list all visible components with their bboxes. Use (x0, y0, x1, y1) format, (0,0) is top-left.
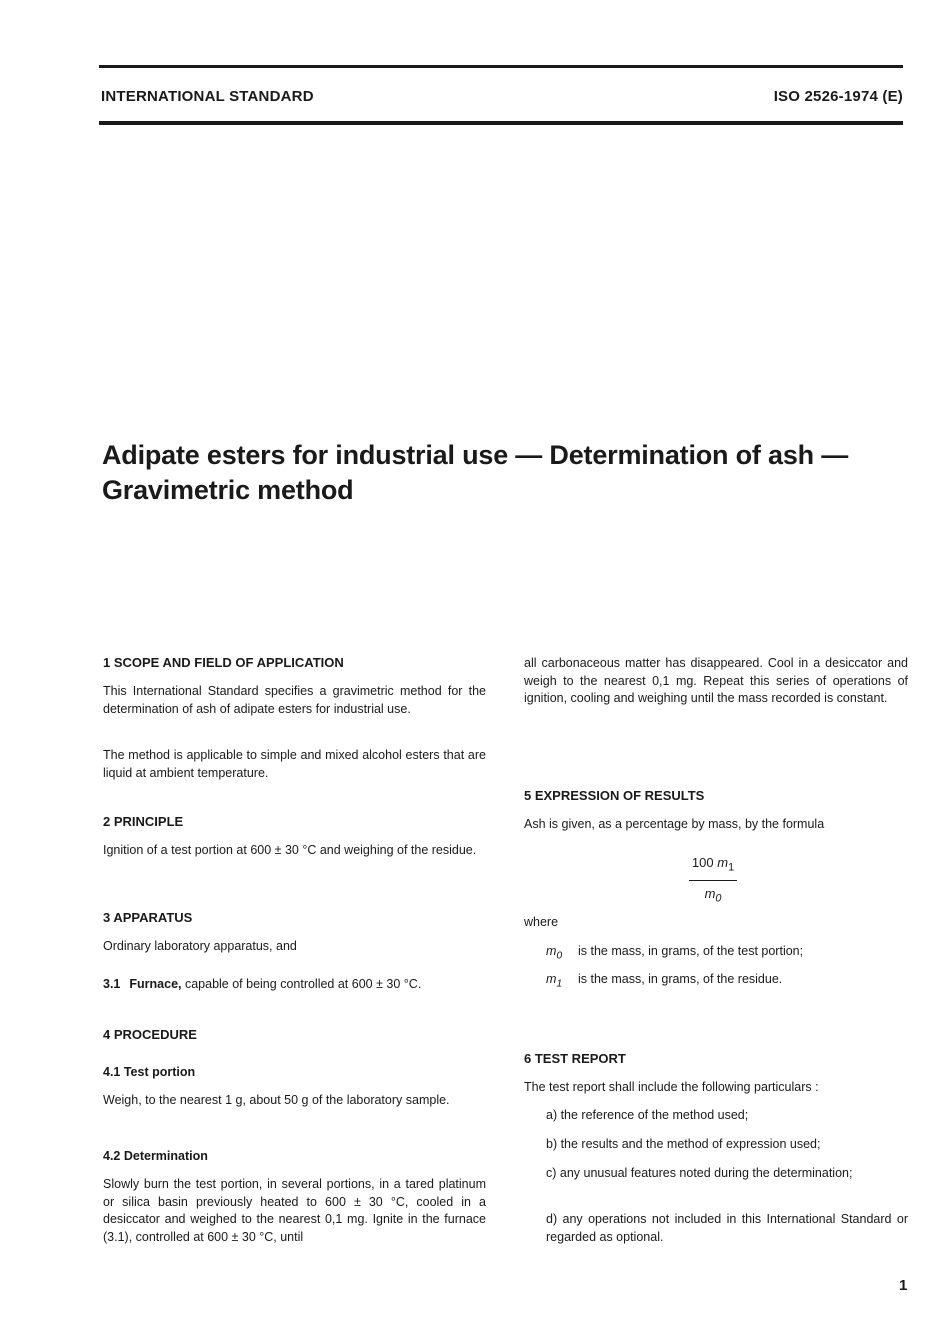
clause-4-2-heading: 4.2 Determination (103, 1149, 208, 1163)
header-top-rule (99, 65, 903, 68)
section-3-paragraph: Ordinary laboratory apparatus, and (103, 939, 297, 953)
title-line-1: Adipate esters for industrial use — Determination of ash — (102, 440, 849, 470)
section-2-heading: 2 PRINCIPLE (103, 814, 184, 829)
right-column (524, 655, 908, 1255)
definition-m1-text: is the mass, in grams, of the residue. (578, 972, 783, 986)
report-item-b: b) the results and the method of expression used; (546, 1137, 821, 1151)
formula-where: where (524, 915, 559, 929)
section-3-heading: 3 APPARATUS (103, 910, 193, 925)
section-4-heading: 4 PROCEDURE (103, 1027, 197, 1042)
definition-m1-subscript: 1 (556, 978, 563, 990)
formula-numerator-symbol: m (717, 855, 729, 870)
formula-denominator-subscript: 0 (715, 892, 722, 905)
definition-m0 (546, 943, 908, 965)
section-1-heading: 1 SCOPE AND FIELD OF APPLICATION (103, 655, 344, 670)
formula-numerator-subscript: 1 (728, 861, 735, 874)
clause-4-2-continuation: all carbonaceous matter has disappeared. Cool in a desiccator and weigh to the nearest 0,1 mg. Repeat this series of operations of ignition, cooling and weighing until the mass recorded is constant. (524, 656, 908, 705)
section-1-paragraph-2: The method is applicable to simple and mixed alcohol esters that are liquid at ambient temperature. (103, 748, 486, 780)
page-number: 1 (899, 1277, 908, 1294)
section-5-paragraph: Ash is given, as a percentage by mass, by the formula (524, 817, 825, 831)
section-2-paragraph: Ignition of a test portion at 600 ± 30 °C and weighing of the residue. (103, 843, 477, 857)
definition-m0-subscript: 0 (556, 950, 563, 962)
definition-m1-symbol: m (546, 972, 557, 986)
definition-m1 (546, 971, 908, 993)
formula-coefficient: 100 (691, 855, 714, 870)
formula-numerator (689, 854, 737, 881)
title-line-2: Gravimetric method (102, 475, 354, 505)
clause-3-1-number: 3.1 (103, 977, 121, 991)
ash-formula (689, 854, 737, 908)
report-item-d: d) any operations not included in this International Standard or regarded as optional. (546, 1212, 908, 1244)
document-type-label: INTERNATIONAL STANDARD (101, 88, 314, 105)
section-1-paragraph-1: This International Standard specifies a gravimetric method for the determination of ash of adipate esters for industrial use. (103, 684, 486, 716)
clause-4-1-heading: 4.1 Test portion (103, 1065, 196, 1079)
report-item-c: c) any unusual features noted during the determination; (546, 1166, 853, 1180)
definition-m0-text: is the mass, in grams, of the test portion; (578, 944, 804, 958)
clause-3-1-text: capable of being controlled at 600 ± 30 °C. (181, 977, 422, 991)
clause-3-1-term: Furnace, (129, 977, 182, 991)
clause-4-2-paragraph: Slowly burn the test portion, in several portions, in a tared platinum or silica basin previously heated to 600 ± 30 °C, cooled in a desiccator and weighed to the nearest 0,1 mg. Ignite in the furnace (3.1), controlled at 600 ± 30 °C, until (103, 1177, 486, 1244)
clause-4-1-paragraph: Weigh, to the nearest 1 g, about 50 g of the laboratory sample. (103, 1093, 450, 1107)
page-title (102, 438, 902, 508)
left-column (103, 654, 486, 1254)
section-6-heading: 6 TEST REPORT (524, 1051, 626, 1066)
section-5-heading: 5 EXPRESSION OF RESULTS (524, 788, 705, 803)
standard-number: ISO 2526-1974 (E) (773, 88, 903, 105)
clause-3-1 (103, 976, 486, 994)
formula-denominator-symbol: m (704, 886, 716, 902)
definition-m0-symbol: m (546, 944, 557, 958)
section-6-intro: The test report shall include the following particulars : (524, 1080, 819, 1094)
formula-denominator (689, 881, 737, 908)
header-bottom-rule (99, 121, 903, 125)
report-item-a: a) the reference of the method used; (546, 1108, 749, 1122)
